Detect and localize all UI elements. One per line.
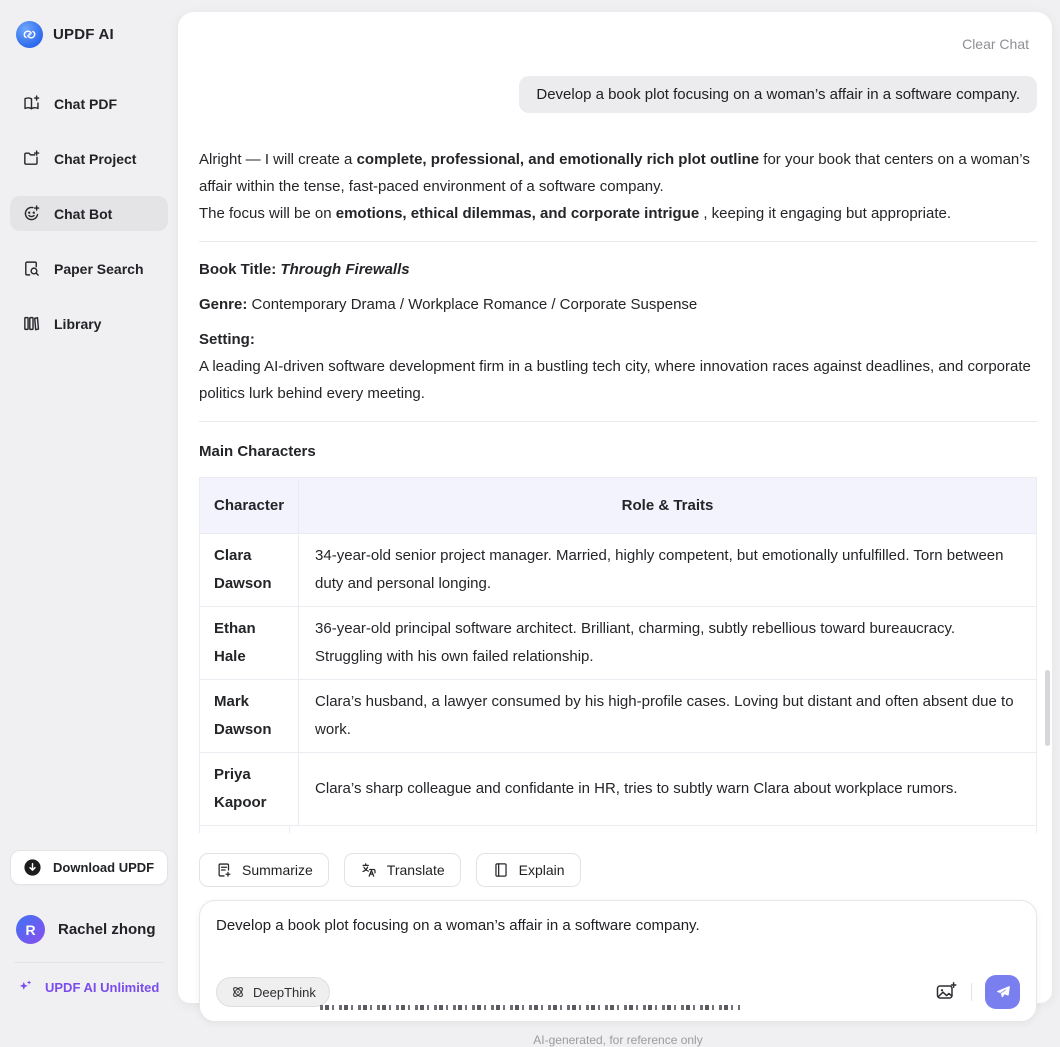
updf-ai-unlimited-label: UPDF AI Unlimited <box>45 980 160 995</box>
deepthink-toggle[interactable] <box>216 977 330 1007</box>
summarize-label: Summarize <box>242 862 313 878</box>
character-name: Clara Dawson <box>200 534 299 607</box>
user-account[interactable] <box>10 915 168 944</box>
download-updf-label: Download UPDF <box>53 860 155 875</box>
sidebar-footer <box>0 850 178 1010</box>
column-header-role-traits: Role & Traits <box>299 478 1037 534</box>
main-characters-heading: Main Characters <box>199 443 316 460</box>
app-name: UPDF AI <box>53 26 114 43</box>
composer-toolbar <box>216 975 1020 1009</box>
sidebar-item-label: Library <box>54 315 102 332</box>
book-title-line: Book Title: Through Firewalls <box>199 261 410 278</box>
explain-button[interactable] <box>476 853 581 887</box>
ai-response <box>199 146 1037 833</box>
sidebar-item-label: Chat Project <box>54 150 137 167</box>
sidebar-item-chat-project[interactable] <box>10 141 168 176</box>
chat-pdf-icon <box>22 94 41 113</box>
sidebar-item-label: Paper Search <box>54 260 144 277</box>
table-clipped-row <box>199 826 1037 833</box>
chat-project-icon <box>22 149 41 168</box>
sidebar <box>0 0 178 1010</box>
sidebar-item-chat-pdf[interactable] <box>10 86 168 121</box>
chat-bot-icon <box>22 204 41 223</box>
add-image-button[interactable] <box>934 980 958 1004</box>
translate-label: Translate <box>386 862 445 878</box>
sidebar-item-library[interactable] <box>10 306 168 341</box>
user-message-bubble: Develop a book plot focusing on a woman’s affair in a software company. <box>519 76 1037 113</box>
translate-icon <box>360 861 378 879</box>
character-role: 34-year-old senior project manager. Married, highly competent, but emotionally unfulfilled. Torn between duty and personal longing. <box>299 534 1037 607</box>
sidebar-item-paper-search[interactable] <box>10 251 168 286</box>
column-header-character: Character <box>200 478 299 534</box>
table-row <box>200 534 1037 607</box>
avatar: R <box>16 915 45 944</box>
table-row <box>200 607 1037 680</box>
explain-label: Explain <box>518 862 565 878</box>
add-image-icon <box>934 980 958 1004</box>
summarize-icon <box>215 861 233 879</box>
sidebar-item-chat-bot[interactable] <box>10 196 168 231</box>
character-name: Priya Kapoor <box>200 753 299 826</box>
sidebar-nav <box>0 86 178 341</box>
message-composer <box>199 900 1037 1022</box>
ai-focus-paragraph: The focus will be on emotions, ethical dilemmas, and corporate intrigue , keeping it engaging but appropriate. <box>199 205 952 222</box>
character-name: Ethan Hale <box>200 607 299 680</box>
character-role: Clara’s husband, a lawyer consumed by his high-profile cases. Loving but distant and often absent due to work. <box>299 680 1037 753</box>
table-header-row <box>200 478 1037 534</box>
paper-search-icon <box>22 259 41 278</box>
user-name: Rachel zhong <box>58 921 156 938</box>
download-updf-button[interactable] <box>10 850 168 885</box>
updf-ai-logo-icon <box>16 21 43 48</box>
user-message-row <box>199 76 1037 113</box>
sidebar-item-label: Chat Bot <box>54 205 113 222</box>
deepthink-label: DeepThink <box>253 984 316 1000</box>
chat-panel <box>178 12 1052 1047</box>
character-role: Clara’s sharp colleague and confidante in HR, tries to subtly warn Clara about workplace rumors. <box>299 753 1037 826</box>
genre-line: Genre: Contemporary Drama / Workplace Romance / Corporate Suspense <box>199 296 698 313</box>
sparkle-icon <box>17 979 34 996</box>
table-row <box>200 680 1037 753</box>
app-logo <box>0 0 178 48</box>
message-input[interactable]: Develop a book plot focusing on a woman’s affair in a software company. <box>216 917 700 934</box>
toolbar-divider <box>971 983 972 1001</box>
explain-icon <box>492 861 510 879</box>
setting-text: A leading AI-driven software development firm in a bustling tech city, where innovation races against deadlines, and corporate politics lurk behind every meeting. <box>199 358 1031 402</box>
updf-ai-unlimited-link[interactable] <box>10 979 168 996</box>
send-icon <box>994 983 1012 1001</box>
sidebar-item-label: Chat PDF <box>54 95 117 112</box>
characters-table <box>199 477 1037 826</box>
character-role: 36-year-old principal software architect. Brilliant, charming, subtly rebellious toward bureaucracy. Struggling with his own failed relationship. <box>299 607 1037 680</box>
download-icon <box>23 858 42 877</box>
table-row <box>200 753 1037 826</box>
clear-chat-button[interactable]: Clear Chat <box>962 36 1029 52</box>
sidebar-divider <box>14 962 164 963</box>
quick-actions <box>199 853 1037 887</box>
library-icon <box>22 314 41 333</box>
section-divider <box>199 241 1037 242</box>
ai-intro-paragraph: Alright — I will create a complete, professional, and emotionally rich plot outline for your book that centers on a woman’s affair within the tense, fast-paced environment of a software company. <box>199 151 1030 195</box>
character-name: Mark Dawson <box>200 680 299 753</box>
deepthink-icon <box>230 984 246 1000</box>
translate-button[interactable] <box>344 853 461 887</box>
section-divider <box>199 421 1037 422</box>
setting-label: Setting: <box>199 331 255 348</box>
send-button[interactable] <box>985 975 1020 1009</box>
summarize-button[interactable] <box>199 853 329 887</box>
background-window-text-sliver <box>320 1005 740 1010</box>
ai-disclaimer: AI-generated, for reference only <box>533 1033 703 1047</box>
chat-scrollbar-thumb[interactable] <box>1045 670 1050 746</box>
